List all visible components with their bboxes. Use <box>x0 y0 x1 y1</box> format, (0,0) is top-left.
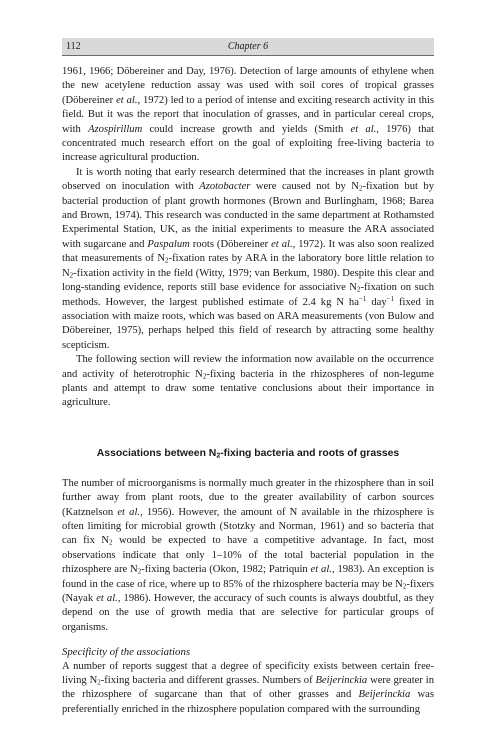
paragraph-4: The number of microorganisms is normally much greater in the rhizosphere than in soil further away from plant roots, due to the greater availability of carbon sources (Katznelson et al., 1956). However, the amount of N available in the rhizosphere is often limiting for microbial growth (Stotzky and Norman, 1961) and so bacteria that can fix $N_2$ would be expected to have a competitive advantage. In fact, most observations indicate that only 1–10% of the total bacterial population in the rhizosphere are $N_2$-fixing bacteria (Okon, 1982; Patriquin et al., 1983). An exception is found in the case of rice, where up to 85% of the rhizosphere bacteria may be $N_2$-fixers (Nayak et al., 1986). However, the accuracy of such counts is always doubtful, as they depend on the use of growth media that are selective for particular groups of organisms. <box>62 477 435 633</box>
paragraph-3: The following section will review the information now available on the occurrence and activity of heterotrophic $N_2$-fixing bacteria in the rhizospheres of non-legume plants and attempt to draw some tentative conclusions about their importance in agriculture. <box>62 354 434 409</box>
running-header <box>62 38 434 56</box>
page-number: 112 <box>66 41 81 52</box>
section-heading: Associations between $N_2$-fixing bacteria and roots of grasses <box>96 447 400 460</box>
paragraph-5: A number of reports suggest that a degree of specificity exists between certain free-living $N_2$-fixing bacteria and different grasses. Numbers of Beijerinckia were greater in the rhizosphere of sugarcane than that of other grasses and Beijerinckia was preferentially enriched in the rhizosphere population compared with the surrounding <box>62 660 435 715</box>
chapter-title: Chapter 6 <box>227 41 269 52</box>
subsection-heading: Specificity of the associations <box>62 646 191 659</box>
book-page <box>62 38 434 717</box>
paragraph-1: 1961, 1966; Döbereiner and Day, 1976). Detection of large amounts of ethylene when the new acetylene reduction assay was used with soil cores of tropical grasses (Döbereiner et al., 1972) led to a period of intense and exciting research activity in this field. But it was the report that inoculation of grasses, and in particular cereal crops, with Azospirillum could increase growth and yields (Smith et al., 1976) that concentrated much research effort on the goal of exploiting free-living bacteria to increase agricultural production. <box>62 66 435 164</box>
paragraph-2: It is worth noting that early research determined that the increases in plant growth observed on inoculation with Azotobacter were caused not by $N_2$-fixation but by bacterial production of plant growth hormones (Brown and Burlingham, 1968; Barea and Brown, 1974). This research was conducted in the same department at Rothamsted Experimental Station, UK, as the initial experiments to measure the ARA associated with sugarcane and Paspalum roots (Döbereiner et al., 1972). It was also soon realized that measurements of $N_2$-fixation rates by ARA in the laboratory bore little relation to $N_2$-fixation activity in the field (Witty, 1979; van Berkum, 1980). Despite this clear and long-standing evidence, reports still base evidence for associative $N_2$-fixation on such methods. However, the largest published estimate of 2.4 kg N $ha^{-1}$ day$^{-1}$ fixed in association with maize roots, which was based on ARA measurements (von Bulow and Döbereiner, 1975), perhaps helped this field of research by attracting some healthy scepticism. <box>62 166 434 351</box>
